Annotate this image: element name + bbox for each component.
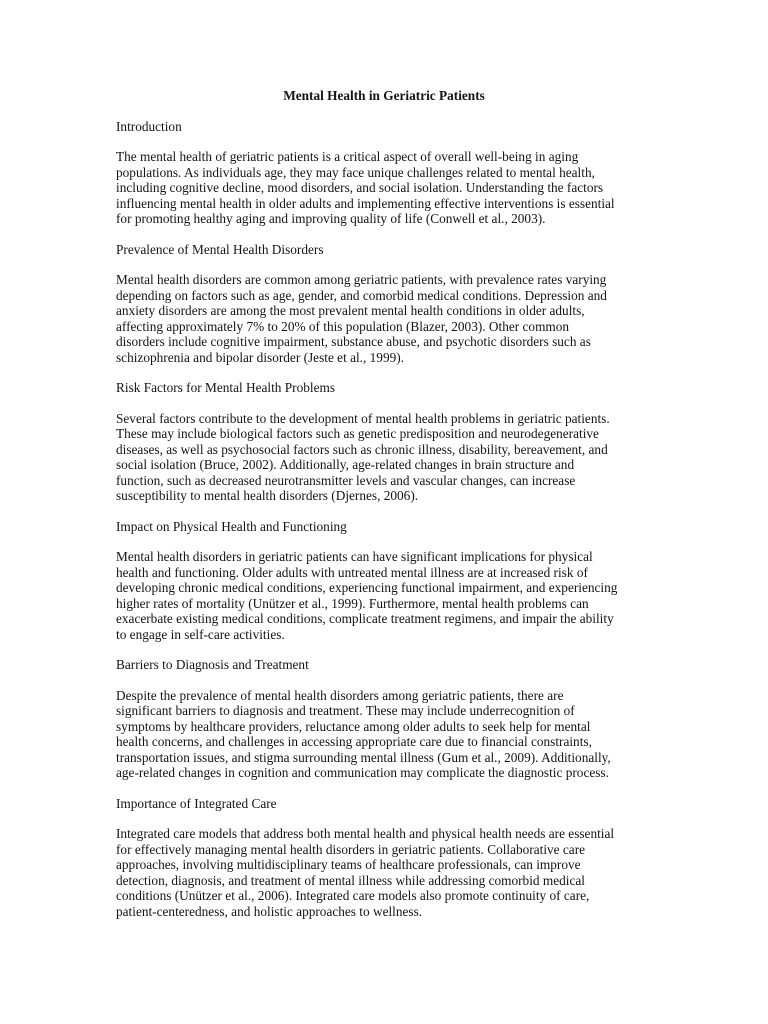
paragraph-line: age-related changes in cognition and communication may complicate the diagnostic process. — [116, 765, 609, 780]
paragraph-line: susceptibility to mental health disorders (Djernes, 2006). — [116, 488, 419, 503]
section-paragraph — [116, 826, 652, 919]
paragraph-line: anxiety disorders are among the most prevalent mental health conditions in older adults, — [116, 303, 585, 318]
paragraph-line: for promoting healthy aging and improving quality of life (Conwell et al., 2003). — [116, 211, 546, 226]
document-body — [116, 119, 652, 920]
paragraph-line: patient-centeredness, and holistic approaches to wellness. — [116, 903, 423, 919]
section-heading: Impact on Physical Health and Functioning — [116, 518, 347, 534]
section-risk-factors-for-mental-health-problems — [116, 380, 652, 504]
paragraph-line: for effectively managing mental health disorders in geriatric patients. Collaborative care — [116, 841, 586, 857]
paragraph-line: transportation issues, and stigma surrounding mental illness (Gum et al., 2009). Additionally, — [116, 749, 611, 765]
paragraph-line: symptoms by healthcare providers, reluctance among older adults to seek help for mental — [116, 718, 591, 734]
paragraph-line: populations. As individuals age, they may face unique challenges related to mental health, — [116, 164, 595, 180]
section-paragraph — [116, 149, 652, 227]
section-paragraph — [116, 272, 652, 365]
paragraph-line: detection, diagnosis, and treatment of mental illness while addressing comorbid medical — [116, 872, 585, 888]
paragraph-line: conditions (Unützer et al., 2006). Integrated care models also promote continuity of care, — [116, 888, 590, 903]
paragraph-line: including cognitive decline, mood disorders, and social isolation. Understanding the factors — [116, 180, 604, 195]
paragraph-line: affecting approximately 7% to 20% of this population (Blazer, 2003). Other common — [116, 318, 570, 334]
paragraph-line: Mental health disorders are common among geriatric patients, with prevalence rates varying — [116, 272, 607, 287]
section-paragraph — [116, 688, 652, 781]
paragraph-line: Integrated care models that address both mental health and physical health needs are essential — [116, 826, 615, 841]
paragraph-line: influencing mental health in older adults and implementing effective interventions is essential — [116, 195, 615, 211]
paragraph-line: disorders include cognitive impairment, substance abuse, and psychotic disorders such as — [116, 334, 591, 349]
paragraph-line: developing chronic medical conditions, experiencing functional impairment, and experiencing — [116, 580, 618, 595]
paragraph-line: health concerns, and challenges in accessing appropriate care due to financial constraints, — [116, 734, 592, 749]
section-introduction — [116, 119, 652, 227]
paragraph-line: approaches, involving multidisciplinary teams of healthcare professionals, can improve — [116, 857, 581, 872]
paragraph-line: schizophrenia and bipolar disorder (Jeste et al., 1999). — [116, 349, 405, 365]
section-importance-of-integrated-care — [116, 796, 652, 920]
paragraph-line: social isolation (Bruce, 2002). Additionally, age-related changes in brain structure and — [116, 457, 575, 472]
paragraph-line: exacerbate existing medical conditions, complicate treatment regimens, and impair the ability — [116, 611, 614, 626]
document-page — [116, 88, 652, 934]
section-heading: Introduction — [116, 118, 182, 134]
section-prevalence-of-mental-health-disorders — [116, 242, 652, 366]
paragraph-line: These may include biological factors such as genetic predisposition and neurodegenerative — [116, 426, 599, 441]
section-impact-on-physical-health-and-functioning — [116, 519, 652, 643]
paragraph-line: health and functioning. Older adults with untreated mental illness are at increased risk of — [116, 564, 588, 580]
section-heading: Barriers to Diagnosis and Treatment — [116, 657, 309, 672]
section-heading: Risk Factors for Mental Health Problems — [116, 380, 335, 395]
paragraph-line: Several factors contribute to the development of mental health problems in geriatric patients. — [116, 410, 610, 426]
paragraph-line: significant barriers to diagnosis and treatment. These may include underrecognition of — [116, 703, 575, 718]
paragraph-line: to engage in self-care activities. — [116, 626, 285, 642]
document-title: Mental Health in Geriatric Patients — [283, 88, 485, 103]
section-paragraph — [116, 411, 652, 504]
paragraph-line: function, such as decreased neurotransmitter levels and vascular changes, can increase — [116, 472, 576, 488]
section-heading: Importance of Integrated Care — [116, 795, 277, 811]
section-barriers-to-diagnosis-and-treatment — [116, 657, 652, 781]
paragraph-line: Despite the prevalence of mental health disorders among geriatric patients, there are — [116, 687, 564, 703]
paragraph-line: The mental health of geriatric patients is a critical aspect of overall well-being in aging — [116, 149, 579, 164]
section-heading: Prevalence of Mental Health Disorders — [116, 241, 324, 257]
paragraph-line: higher rates of mortality (Unützer et al., 1999). Furthermore, mental health problems can — [116, 595, 589, 611]
paragraph-line: depending on factors such as age, gender, and comorbid medical conditions. Depression and — [116, 287, 607, 303]
paragraph-line: diseases, as well as psychosocial factors such as chronic illness, disability, bereavement, and — [116, 441, 608, 457]
section-paragraph — [116, 549, 652, 642]
paragraph-line: Mental health disorders in geriatric patients can have significant implications for physical — [116, 549, 593, 564]
